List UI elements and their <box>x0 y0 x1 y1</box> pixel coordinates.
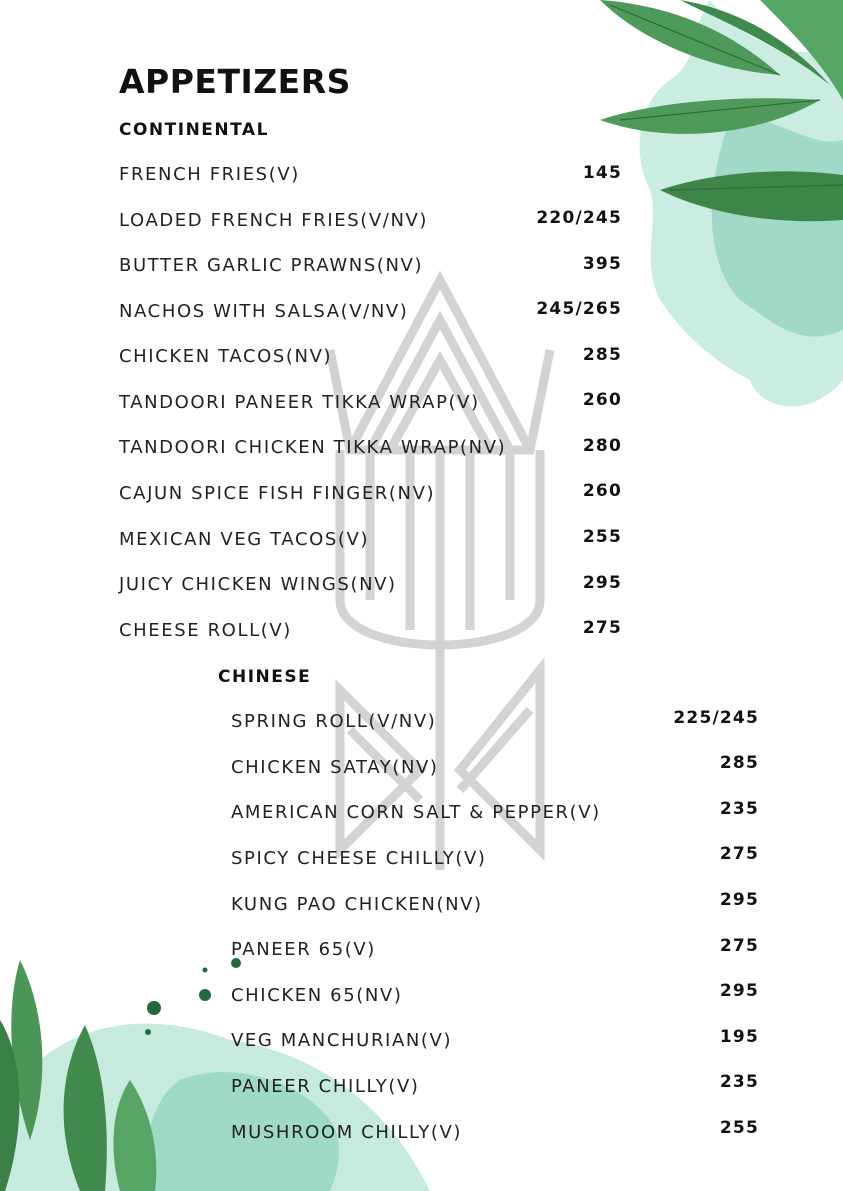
menu-item-price: 225/245 <box>673 708 759 728</box>
menu-item-price: 195 <box>719 1027 759 1047</box>
menu-item-price: 295 <box>719 890 759 910</box>
menu-item-price: 275 <box>719 844 759 864</box>
menu-item-price: 245/265 <box>536 299 622 319</box>
menu-item-name: KUNG PAO CHICKEN(NV) <box>231 894 483 915</box>
menu-item-name: PANEER CHILLY(V) <box>231 1076 420 1097</box>
menu-item-price: 255 <box>719 1118 759 1138</box>
menu-item-name: SPRING ROLL(V/NV) <box>231 711 437 732</box>
menu-item-name: TANDOORI PANEER TIKKA WRAP(V) <box>119 392 480 413</box>
menu-item-price: 255 <box>582 527 622 547</box>
menu-item-price: 235 <box>719 799 759 819</box>
section-heading-chinese: CHINESE <box>218 667 312 687</box>
menu-item-price: 260 <box>582 390 622 410</box>
menu-item-name: VEG MANCHURIAN(V) <box>231 1030 453 1051</box>
menu-item-price: 280 <box>582 436 622 456</box>
page-title: APPETIZERS <box>119 62 351 101</box>
watermark-logo <box>310 270 570 870</box>
menu-item-price: 295 <box>719 981 759 1001</box>
leaf-decoration-bottom-left <box>0 940 440 1191</box>
menu-item-name: CHEESE ROLL(V) <box>119 620 292 641</box>
menu-item-name: BUTTER GARLIC PRAWNS(NV) <box>119 255 424 276</box>
menu-item-name: FRENCH FRIES(V) <box>119 164 300 185</box>
menu-item-price: 220/245 <box>536 208 622 228</box>
menu-item-name: LOADED FRENCH FRIES(V/NV) <box>119 210 429 231</box>
menu-item-price: 260 <box>582 481 622 501</box>
menu-item-name: AMERICAN CORN SALT & PEPPER(V) <box>231 802 601 823</box>
menu-item-name: CHICKEN SATAY(NV) <box>231 757 439 778</box>
menu-item-price: 235 <box>719 1072 759 1092</box>
menu-item-price: 295 <box>582 573 622 593</box>
menu-item-name: MEXICAN VEG TACOS(V) <box>119 529 370 550</box>
section-heading-continental: CONTINENTAL <box>119 120 269 140</box>
menu-item-name: MUSHROOM CHILLY(V) <box>231 1122 462 1143</box>
menu-item-name: CAJUN SPICE FISH FINGER(NV) <box>119 483 436 504</box>
menu-item-name: SPICY CHEESE CHILLY(V) <box>231 848 487 869</box>
menu-item-name: CHICKEN TACOS(NV) <box>119 346 333 367</box>
menu-item-price: 285 <box>582 345 622 365</box>
menu-item-price: 145 <box>582 163 622 183</box>
menu-item-price: 395 <box>582 254 622 274</box>
menu-item-name: TANDOORI CHICKEN TIKKA WRAP(NV) <box>119 437 507 458</box>
menu-item-price: 275 <box>719 936 759 956</box>
menu-item-price: 285 <box>719 753 759 773</box>
menu-item-price: 275 <box>582 618 622 638</box>
menu-item-name: CHICKEN 65(NV) <box>231 985 403 1006</box>
menu-item-name: NACHOS WITH SALSA(V/NV) <box>119 301 409 322</box>
menu-item-name: JUICY CHICKEN WINGS(NV) <box>119 574 397 595</box>
menu-item-name: PANEER 65(V) <box>231 939 376 960</box>
